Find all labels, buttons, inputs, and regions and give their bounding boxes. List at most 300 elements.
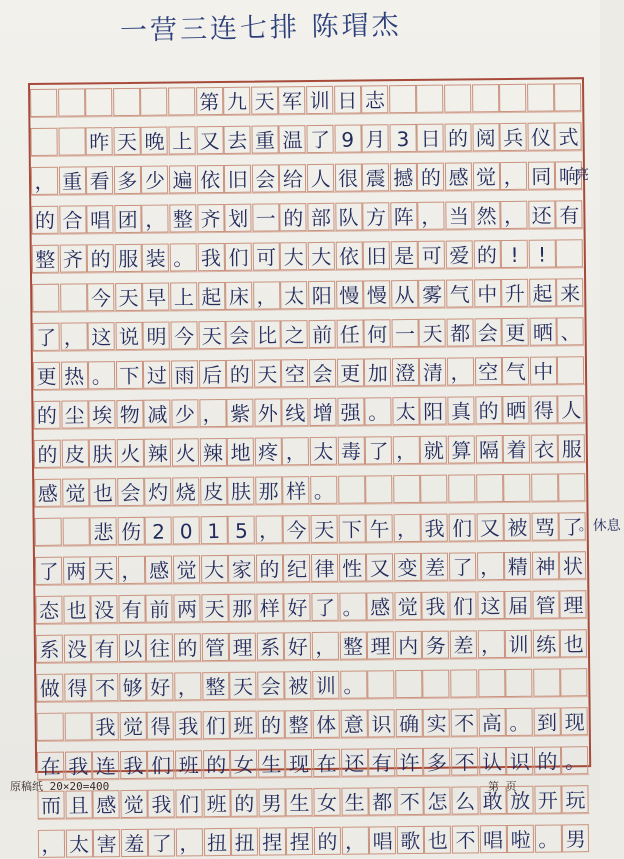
grid-cell: 这 — [477, 591, 504, 619]
grid-cell: 澄 — [392, 358, 419, 386]
grid-cell: 训 — [306, 86, 333, 114]
grid-cell: 空 — [281, 359, 308, 387]
grid-cell: 。 — [561, 746, 588, 774]
grid-cell — [30, 89, 57, 117]
grid-cell: 从 — [391, 280, 418, 308]
grid-cell: 唱 — [86, 205, 113, 233]
grid-cell: 日 — [334, 86, 361, 114]
grid-cell: 团 — [114, 205, 141, 233]
grid-cell: 着 — [503, 435, 530, 463]
grid-cell: 天 — [198, 321, 225, 349]
grid-cell: 系 — [257, 632, 284, 660]
grid-cell: 5 — [228, 516, 255, 544]
grid-cell: 晒 — [529, 317, 556, 345]
grid-cell: 阳 — [308, 281, 335, 309]
grid-cell: 之 — [281, 320, 308, 348]
grid-cell: 会 — [474, 318, 501, 346]
grid-cell: 感 — [34, 479, 61, 507]
grid-cell: 我 — [65, 751, 92, 779]
grid-cell — [478, 669, 505, 697]
grid-cell: 多 — [423, 748, 450, 776]
grid-cell: 慢 — [336, 281, 363, 309]
grid-cell: 慢 — [363, 280, 390, 308]
grid-cell: 重 — [58, 166, 85, 194]
grid-cell: 家 — [228, 555, 255, 583]
grid-cell — [527, 83, 554, 111]
grid-cell: 好 — [284, 632, 311, 660]
grid-cell: 们 — [225, 243, 252, 271]
grid-cell: 内 — [395, 631, 422, 659]
grid-cell: ! — [528, 239, 555, 267]
grid-cell: 识 — [506, 747, 533, 775]
grid-cell: 变 — [394, 553, 421, 581]
grid-cell: 样 — [283, 476, 310, 504]
grid-cell — [389, 85, 416, 113]
grid-cell: 的 — [444, 123, 471, 151]
grid-cell: 认 — [479, 747, 506, 775]
grid-cell: 们 — [449, 513, 476, 541]
grid-cell: ， — [60, 322, 87, 350]
grid-cell: 纪 — [283, 554, 310, 582]
grid-cell-margin: 亮 — [574, 167, 590, 184]
grid-cell-margin: 。休息 — [578, 517, 621, 535]
grid-cell — [421, 475, 448, 503]
grid-cell: 志 — [361, 85, 388, 113]
grid-cell: 我 — [120, 751, 147, 779]
grid-cell: 烧 — [172, 477, 199, 505]
grid-cell: 依 — [335, 242, 362, 270]
grid-cell: 确 — [395, 709, 422, 737]
grid-cell: 觉 — [119, 712, 146, 740]
grid-cell — [444, 84, 471, 112]
grid-cell: 午 — [366, 514, 393, 542]
grid-cell: 也 — [560, 629, 587, 657]
grid-cell: 两 — [173, 594, 200, 622]
grid-cell — [338, 475, 365, 503]
grid-cell: 衣 — [531, 434, 558, 462]
grid-cell: 下 — [116, 361, 143, 389]
grid-cell: 感 — [367, 592, 394, 620]
grid-cell: 意 — [340, 709, 367, 737]
grid-cell: 在 — [313, 749, 340, 777]
grid-cell: 以 — [119, 634, 146, 662]
grid-cell: 羞 — [121, 829, 148, 857]
grid-cell: 紫 — [227, 399, 254, 427]
grid-cell: 都 — [446, 318, 473, 346]
grid-cell — [559, 473, 586, 501]
grid-cell: 们 — [147, 751, 174, 779]
grid-cell: 2 — [145, 517, 172, 545]
grid-cell: 然 — [473, 201, 500, 229]
grid-cell: 歌 — [397, 826, 424, 854]
grid-cell — [499, 84, 526, 112]
grid-cell: 骂 — [531, 512, 558, 540]
grid-cell: 天 — [201, 594, 228, 622]
grid-cell: 气 — [502, 357, 529, 385]
grid-cell: 天 — [251, 86, 278, 114]
grid-cell: 太 — [392, 397, 419, 425]
grid-cell: 我 — [92, 712, 119, 740]
grid-cell: 旧 — [363, 241, 390, 269]
grid-cell: ， — [253, 281, 280, 309]
grid-cell: 。 — [88, 361, 115, 389]
grid-cell: 整 — [285, 710, 312, 738]
grid-cell — [60, 283, 87, 311]
grid-cell: 阵 — [390, 202, 417, 230]
grid-cell: 的 — [314, 827, 341, 855]
grid-cell — [554, 83, 581, 111]
grid-cell: 太 — [310, 437, 337, 465]
grid-cell: 捏 — [259, 827, 286, 855]
grid-cell: 今 — [171, 321, 198, 349]
grid-cell — [85, 88, 112, 116]
grid-cell: 班 — [230, 711, 257, 739]
grid-cell: 整 — [202, 672, 229, 700]
grid-cell: 天 — [113, 127, 140, 155]
grid-cell: ， — [142, 205, 169, 233]
grid-cell: 毒 — [337, 436, 364, 464]
grid-cell: 性 — [339, 553, 366, 581]
grid-cell: 雨 — [171, 360, 198, 388]
grid-cell: 又 — [196, 126, 223, 154]
grid-cell: 灼 — [145, 478, 172, 506]
grid-cell: 9 — [334, 125, 361, 153]
grid-cell: 合 — [59, 205, 86, 233]
grid-cell: 们 — [449, 591, 476, 619]
grid-cell: 捏 — [286, 827, 313, 855]
grid-cell: 依 — [196, 165, 223, 193]
grid-cell: 这 — [88, 322, 115, 350]
grid-cell: ， — [477, 630, 504, 658]
grid-cell: 识 — [368, 709, 395, 737]
grid-cell: ， — [199, 399, 226, 427]
grid-cell: 玩 — [562, 785, 589, 813]
grid-cell: 说 — [115, 322, 142, 350]
grid-cell: 也 — [89, 478, 116, 506]
grid-cell — [64, 712, 91, 740]
grid-cell — [32, 284, 59, 312]
grid-cell: 悲 — [90, 517, 117, 545]
grid-cell: 也 — [63, 595, 90, 623]
grid-cell: 没 — [63, 634, 90, 662]
grid-cell: 大 — [308, 242, 335, 270]
grid-cell: 唱 — [369, 826, 396, 854]
grid-cell: 生 — [341, 787, 368, 815]
grid-cell: 加 — [364, 358, 391, 386]
grid-cell: 了 — [148, 828, 175, 856]
grid-cell — [113, 88, 140, 116]
grid-cell — [168, 87, 195, 115]
grid-cell: 怎 — [424, 787, 451, 815]
grid-cell: 好 — [147, 673, 174, 701]
grid-cell: 了 — [559, 512, 586, 540]
grid-cell: 神 — [532, 551, 559, 579]
grid-cell: 扭 — [203, 828, 230, 856]
grid-cell: ， — [418, 202, 445, 230]
grid-cell: ， — [282, 437, 309, 465]
grid-cell: 上 — [168, 126, 195, 154]
grid-cell: 且 — [65, 790, 92, 818]
grid-cell: 天 — [311, 515, 338, 543]
grid-cell: 大 — [280, 242, 307, 270]
grid-cell: 差 — [450, 630, 477, 658]
grid-cell: 敢 — [479, 786, 506, 814]
grid-cell: 精 — [504, 552, 531, 580]
grid-cell: 真 — [447, 396, 474, 424]
grid-cell: 中 — [474, 279, 501, 307]
grid-cell: 的 — [257, 710, 284, 738]
grid-cell: 阅 — [472, 123, 499, 151]
grid-cell: 状 — [559, 551, 586, 579]
grid-cell: 天 — [419, 319, 446, 347]
grid-cell: 爱 — [446, 240, 473, 268]
grid-cell: ， — [312, 632, 339, 660]
grid-cell: 可 — [418, 241, 445, 269]
grid-cell: 我 — [197, 243, 224, 271]
grid-cell: 算 — [448, 435, 475, 463]
grid-cell: ， — [176, 828, 203, 856]
grid-cell — [557, 356, 584, 384]
grid-cell: 就 — [420, 436, 447, 464]
grid-cell: 管 — [532, 590, 559, 618]
grid-cell — [140, 88, 167, 116]
grid-cell: 震 — [362, 163, 389, 191]
grid-cell: 少 — [141, 166, 168, 194]
grid-cell: 理 — [367, 631, 394, 659]
grid-cell: 式 — [555, 122, 582, 150]
grid-cell: 物 — [116, 400, 143, 428]
grid-cell: 有 — [556, 200, 583, 228]
grid-cell: 男 — [258, 788, 285, 816]
grid-cell: 上 — [170, 282, 197, 310]
grid-cell: ， — [174, 672, 201, 700]
grid-cell: 而 — [37, 791, 64, 819]
grid-cell: 届 — [505, 591, 532, 619]
grid-cell: 隔 — [475, 435, 502, 463]
grid-cell: 我 — [421, 514, 448, 542]
grid-cell: 整 — [169, 204, 196, 232]
grid-cell — [367, 670, 394, 698]
grid-cell — [561, 668, 588, 696]
grid-cell — [30, 128, 57, 156]
grid-cell: 1 — [200, 516, 227, 544]
grid-cell: 服 — [558, 434, 585, 462]
grid-cell — [393, 475, 420, 503]
grid-cell: 肤 — [227, 477, 254, 505]
grid-cell: 的 — [174, 633, 201, 661]
grid-cell: 态 — [35, 596, 62, 624]
grid-cell: 好 — [284, 593, 311, 621]
grid-cell: 大 — [201, 555, 228, 583]
grid-cell: 比 — [253, 320, 280, 348]
grid-cell — [365, 475, 392, 503]
grid-cell: 有 — [118, 595, 145, 623]
grid-cell: 生 — [258, 749, 285, 777]
grid-cell: 唱 — [479, 825, 506, 853]
grid-cell: 肤 — [89, 439, 116, 467]
grid-cell: 来 — [556, 278, 583, 306]
grid-cell: 过 — [143, 361, 170, 389]
grid-cell: 会 — [257, 671, 284, 699]
page-number-label: 第 页 — [488, 780, 517, 793]
grid-cell: 感 — [445, 162, 472, 190]
grid-cell: 队 — [335, 203, 362, 231]
grid-cell: 管 — [201, 633, 228, 661]
grid-cell: 疼 — [255, 437, 282, 465]
grid-cell: 旧 — [224, 165, 251, 193]
grid-cell: 可 — [252, 242, 279, 270]
grid-cell: 埃 — [89, 400, 116, 428]
grid-cell: 九 — [223, 87, 250, 115]
grid-cell: 一 — [252, 203, 279, 231]
grid-cell: 部 — [307, 203, 334, 231]
grid-cell: 减 — [144, 400, 171, 428]
grid-cell: 班 — [203, 789, 230, 817]
grid-cell: 我 — [175, 711, 202, 739]
grid-cell — [395, 670, 422, 698]
grid-cell: ， — [31, 167, 58, 195]
grid-cell: 的 — [280, 203, 307, 231]
grid-cell — [423, 670, 450, 698]
grid-cell: 的 — [534, 746, 561, 774]
grid-cell: 线 — [282, 398, 309, 426]
grid-cell: 气 — [446, 279, 473, 307]
grid-cell: 会 — [117, 478, 144, 506]
grid-cell: 何 — [364, 319, 391, 347]
grid-cell: 女 — [313, 788, 340, 816]
grid-cell: 月 — [362, 124, 389, 152]
grid-cell: 够 — [119, 673, 146, 701]
grid-cell: 的 — [475, 396, 502, 424]
grid-cell: 生 — [286, 788, 313, 816]
grid-cell: 少 — [171, 399, 198, 427]
grid-cell: 第 — [196, 87, 223, 115]
grid-cell: 也 — [424, 826, 451, 854]
grid-cell: 前 — [146, 595, 173, 623]
grid-cell: 高 — [478, 708, 505, 736]
grid-cell: 。 — [170, 243, 197, 271]
grid-cell: 们 — [175, 789, 202, 817]
grid-cell: ， — [393, 436, 420, 464]
grid-cell: 男 — [562, 824, 589, 852]
grid-cell — [416, 85, 443, 113]
grid-cell: 们 — [202, 711, 229, 739]
grid-cell: 两 — [63, 556, 90, 584]
grid-cell: 雾 — [418, 280, 445, 308]
grid-cell: 觉 — [394, 592, 421, 620]
grid-cell: 被 — [504, 513, 531, 541]
grid-cell: 更 — [336, 359, 363, 387]
grid-cell: 温 — [279, 125, 306, 153]
grid-cell: 的 — [417, 163, 444, 191]
grid-cell: 床 — [225, 282, 252, 310]
grid-cell: 。 — [364, 397, 391, 425]
grid-cell: 会 — [309, 359, 336, 387]
grid-cell: 很 — [334, 164, 361, 192]
grid-cell: 的 — [226, 360, 253, 388]
grid-cell: 得 — [147, 712, 174, 740]
grid-cell: 理 — [560, 590, 587, 618]
grid-cell: 热 — [61, 361, 88, 389]
grid-cell: 齐 — [197, 204, 224, 232]
grid-cell: ， — [477, 552, 504, 580]
grid-cell: 去 — [224, 126, 251, 154]
grid-cell: 昨 — [86, 127, 113, 155]
grid-cell: 系 — [36, 635, 63, 663]
grid-cell: 当 — [445, 201, 472, 229]
grid-cell: 天 — [254, 359, 281, 387]
grid-cell: ， — [447, 357, 474, 385]
grid-cell: 兵 — [500, 123, 527, 151]
grid-cell: 被 — [285, 671, 312, 699]
grid-cell: 阳 — [420, 397, 447, 425]
grid-cell: 到 — [533, 707, 560, 735]
grid-cell: 放 — [507, 786, 534, 814]
grid-cell: 不 — [452, 825, 479, 853]
grid-cell: 得 — [530, 395, 557, 423]
grid-cell: 人 — [307, 164, 334, 192]
grid-cell: 空 — [474, 357, 501, 385]
grid-cell: 会 — [252, 164, 279, 192]
grid-cell: 人 — [558, 395, 585, 423]
grid-cell: 现 — [285, 749, 312, 777]
grid-cell: 齐 — [59, 244, 86, 272]
grid-cell: 前 — [308, 320, 335, 348]
grid-cell: 还 — [528, 200, 555, 228]
grid-cell — [556, 239, 583, 267]
grid-cell: 。 — [339, 592, 366, 620]
grid-cell: 晒 — [502, 396, 529, 424]
grid-cell: 任 — [336, 320, 363, 348]
grid-cell: 的 — [203, 750, 230, 778]
grid-cell: 明 — [143, 322, 170, 350]
grid-cell: ， — [38, 830, 65, 858]
grid-cell: ， — [118, 556, 145, 584]
grid-cell: 啦 — [507, 825, 534, 853]
grid-cell — [505, 669, 532, 697]
grid-cell: 军 — [278, 86, 305, 114]
grid-cell: 又 — [366, 553, 393, 581]
grid-cell: 今 — [283, 515, 310, 543]
grid-cell — [472, 84, 499, 112]
grid-cell: 训 — [505, 630, 532, 658]
grid-cell: 务 — [422, 631, 449, 659]
grid-cell: 不 — [396, 787, 423, 815]
grid-cell: ， — [500, 201, 527, 229]
grid-cell: ， — [500, 162, 527, 190]
paper-footer — [10, 778, 590, 796]
grid-cell: 日 — [417, 124, 444, 152]
grid-cell: 不 — [91, 673, 118, 701]
grid-cell: 现 — [561, 707, 588, 735]
grid-cell: 看 — [86, 166, 113, 194]
grid-cell: 开 — [534, 785, 561, 813]
grid-cell: 了 — [306, 125, 333, 153]
grid-cell: 响 — [555, 161, 582, 189]
grid-cell: 班 — [175, 750, 202, 778]
grid-cell: 仪 — [527, 122, 554, 150]
grid-cell: 的 — [231, 789, 258, 817]
grid-cell — [37, 713, 64, 741]
grid-cell: 起 — [198, 282, 225, 310]
grid-cell: 没 — [91, 595, 118, 623]
grid-cell: 那 — [255, 476, 282, 504]
grid-cell: 律 — [311, 554, 338, 582]
grid-cell: 差 — [421, 553, 448, 581]
grid-cell: 实 — [423, 709, 450, 737]
grid-cell: 火 — [117, 439, 144, 467]
grid-cell: 增 — [309, 398, 336, 426]
